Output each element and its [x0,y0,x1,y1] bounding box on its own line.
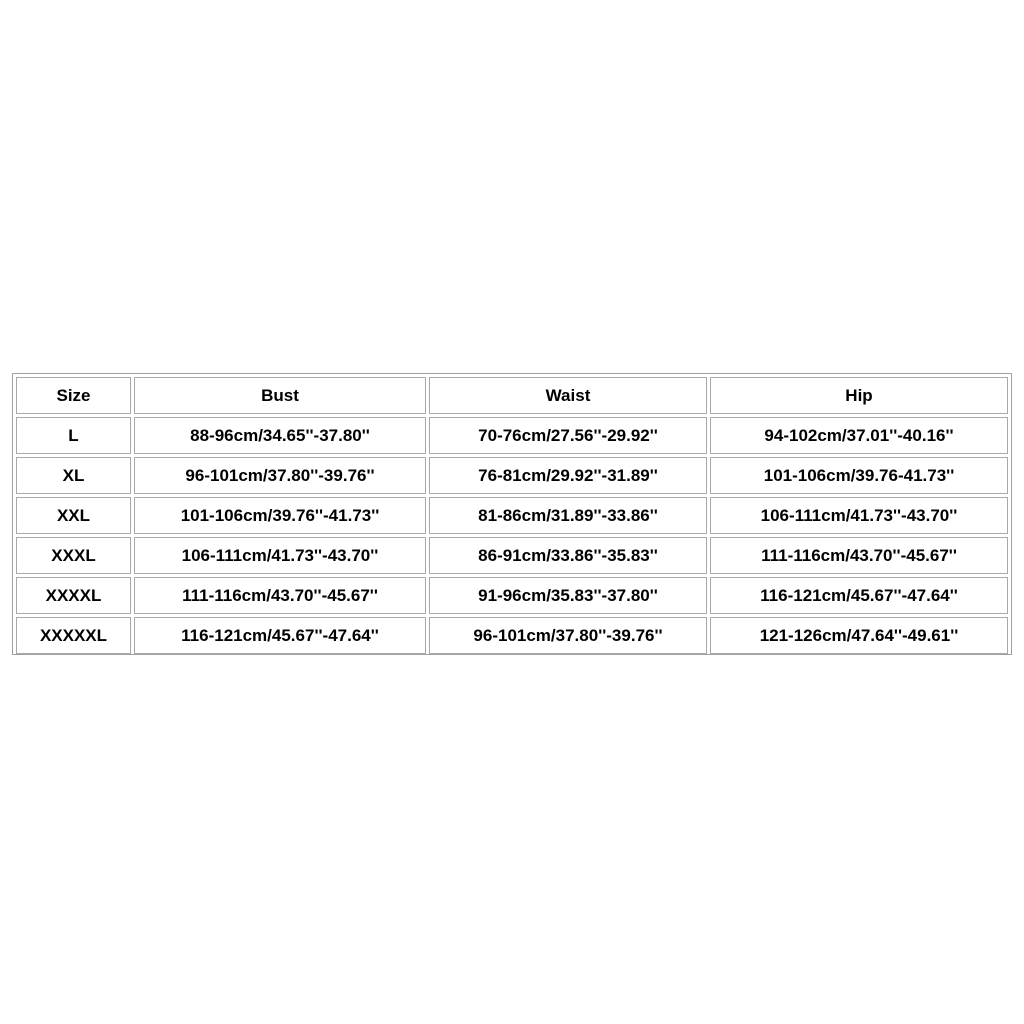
waist-cell: 76-81cm/29.92''-31.89'' [429,457,707,494]
hip-cell: 116-121cm/45.67''-47.64'' [710,577,1008,614]
bust-cell: 116-121cm/45.67''-47.64'' [134,617,426,654]
hip-cell: 121-126cm/47.64''-49.61'' [710,617,1008,654]
size-cell: XXXXL [16,577,131,614]
header-waist: Waist [429,377,707,414]
size-cell: XL [16,457,131,494]
bust-cell: 111-116cm/43.70''-45.67'' [134,577,426,614]
bust-cell: 106-111cm/41.73''-43.70'' [134,537,426,574]
hip-cell: 101-106cm/39.76-41.73'' [710,457,1008,494]
hip-cell: 111-116cm/43.70''-45.67'' [710,537,1008,574]
size-cell: XXXL [16,537,131,574]
header-size: Size [16,377,131,414]
bust-cell: 101-106cm/39.76''-41.73'' [134,497,426,534]
header-row [16,377,1008,414]
table-row [16,417,1008,454]
waist-cell: 91-96cm/35.83''-37.80'' [429,577,707,614]
waist-cell: 96-101cm/37.80''-39.76'' [429,617,707,654]
waist-cell: 70-76cm/27.56''-29.92'' [429,417,707,454]
waist-cell: 81-86cm/31.89''-33.86'' [429,497,707,534]
bust-cell: 88-96cm/34.65''-37.80'' [134,417,426,454]
size-chart [12,373,1012,655]
size-cell: L [16,417,131,454]
bust-cell: 96-101cm/37.80''-39.76'' [134,457,426,494]
table-row [16,537,1008,574]
table-row [16,577,1008,614]
header-bust: Bust [134,377,426,414]
table-row [16,457,1008,494]
size-cell: XXXXXL [16,617,131,654]
hip-cell: 106-111cm/41.73''-43.70'' [710,497,1008,534]
hip-cell: 94-102cm/37.01''-40.16'' [710,417,1008,454]
size-cell: XXL [16,497,131,534]
header-hip: Hip [710,377,1008,414]
size-table [13,374,1011,657]
table-row [16,617,1008,654]
table-row [16,497,1008,534]
waist-cell: 86-91cm/33.86''-35.83'' [429,537,707,574]
